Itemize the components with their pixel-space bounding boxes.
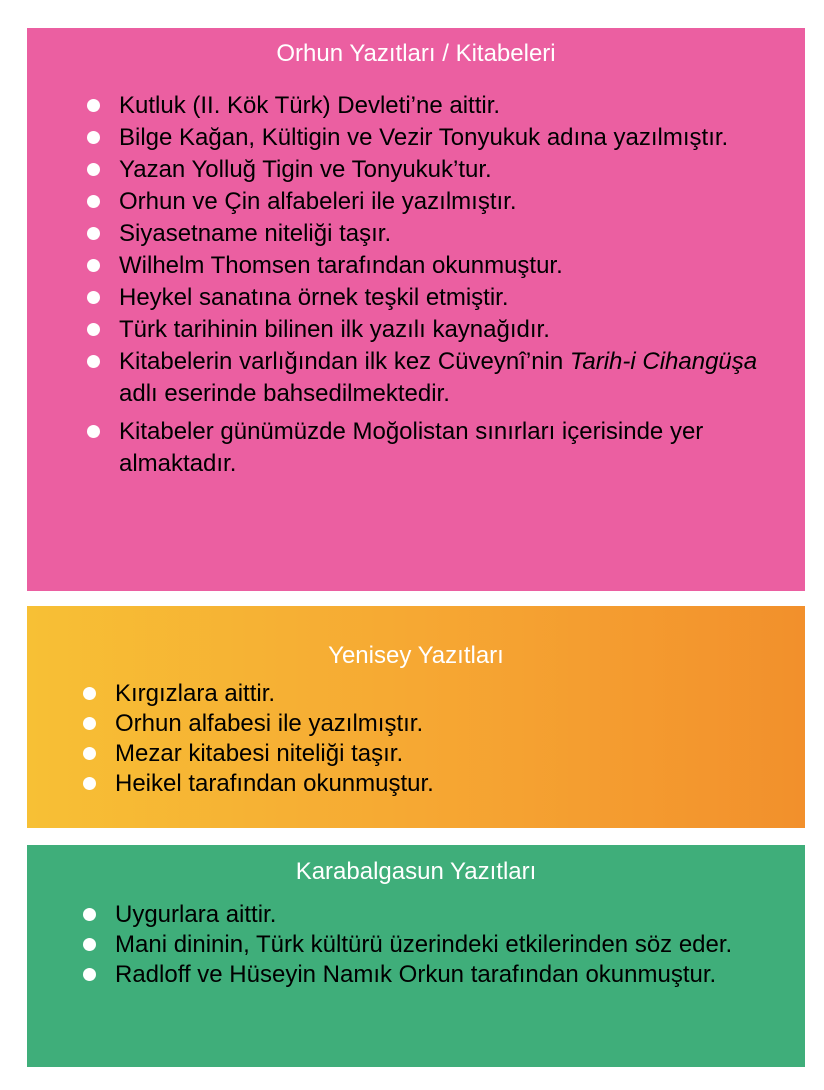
list-item <box>27 282 805 314</box>
bullet-icon <box>83 938 96 951</box>
list-item-text-suffix: adlı eserinde bahsedilmektedir. <box>119 380 450 407</box>
bullet-icon <box>83 908 96 921</box>
bullet-icon <box>83 777 96 790</box>
bullet-icon <box>87 259 100 272</box>
list-item-text: Kitabeler günümüzde Moğolistan sınırları içerisinde yer almaktadır. <box>119 418 704 477</box>
karabalgasun-title: Karabalgasun Yazıtları <box>295 858 537 885</box>
list-item <box>27 314 805 346</box>
karabalgasun-list <box>27 900 805 990</box>
bullet-icon <box>87 323 100 336</box>
list-item-text: Türk tarihinin bilinen ilk yazılı kaynağıdır. <box>119 316 550 343</box>
list-item <box>27 709 805 739</box>
list-item-text: Kırgızlara aittir. <box>115 680 276 707</box>
yenisey-list <box>27 679 805 799</box>
orhun-list <box>27 90 805 480</box>
karabalgasun-section <box>27 845 805 1067</box>
bullet-icon <box>83 717 96 730</box>
bullet-icon <box>87 195 100 208</box>
bullet-icon <box>87 163 100 176</box>
list-item-text: Radloff ve Hüseyin Namık Orkun tarafından okunmuştur. <box>115 961 717 988</box>
list-item-text: Bilge Kağan, Kültigin ve Vezir Tonyukuk adına yazılmıştır. <box>119 124 729 151</box>
list-item-text: Mezar kitabesi niteliği taşır. <box>115 740 404 767</box>
list-item-text-prefix: Kitabelerin varlığından ilk kez Cüveynî’nin <box>119 348 570 375</box>
list-item <box>27 154 805 186</box>
book-title: Tarih-i Cihangüşa <box>569 348 758 375</box>
list-item-text: Heikel tarafından okunmuştur. <box>115 770 434 797</box>
bullet-icon <box>87 227 100 240</box>
list-item-text: Orhun alfabesi ile yazılmıştır. <box>115 710 424 737</box>
list-item <box>27 900 805 930</box>
list-item <box>27 218 805 250</box>
list-item-text: Yazan Yolluğ Tigin ve Tonyukuk’tur. <box>119 156 492 183</box>
bullet-icon <box>83 968 96 981</box>
yenisey-section <box>27 606 805 828</box>
list-item <box>27 416 805 480</box>
list-item-text: Heykel sanatına örnek teşkil etmiştir. <box>119 284 509 311</box>
bullet-icon <box>83 687 96 700</box>
list-item-text: Siyasetname niteliği taşır. <box>119 220 392 247</box>
bullet-icon <box>87 425 100 438</box>
orhun-section <box>27 28 805 591</box>
list-item <box>27 122 805 154</box>
list-item <box>27 960 805 990</box>
list-item <box>27 346 805 410</box>
list-item-text: Wilhelm Thomsen tarafından okunmuştur. <box>119 252 563 279</box>
bullet-icon <box>87 355 100 368</box>
list-item-text <box>119 348 757 407</box>
list-item-text: Orhun ve Çin alfabeleri ile yazılmıştır. <box>119 188 517 215</box>
orhun-title: Orhun Yazıtları / Kitabeleri <box>276 40 556 67</box>
list-item <box>27 250 805 282</box>
list-item <box>27 930 805 960</box>
bullet-icon <box>87 131 100 144</box>
list-item-text: Uygurlara aittir. <box>115 901 277 928</box>
list-item-text: Kutluk (II. Kök Türk) Devleti’ne aittir. <box>119 92 501 119</box>
bullet-icon <box>83 747 96 760</box>
list-item <box>27 769 805 799</box>
bullet-icon <box>87 99 100 112</box>
list-item-text: Mani dininin, Türk kültürü üzerindeki etkilerinden söz eder. <box>115 931 733 958</box>
list-item <box>27 739 805 769</box>
list-item <box>27 90 805 122</box>
yenisey-title: Yenisey Yazıtları <box>328 642 504 669</box>
list-item <box>27 679 805 709</box>
bullet-icon <box>87 291 100 304</box>
list-item <box>27 186 805 218</box>
